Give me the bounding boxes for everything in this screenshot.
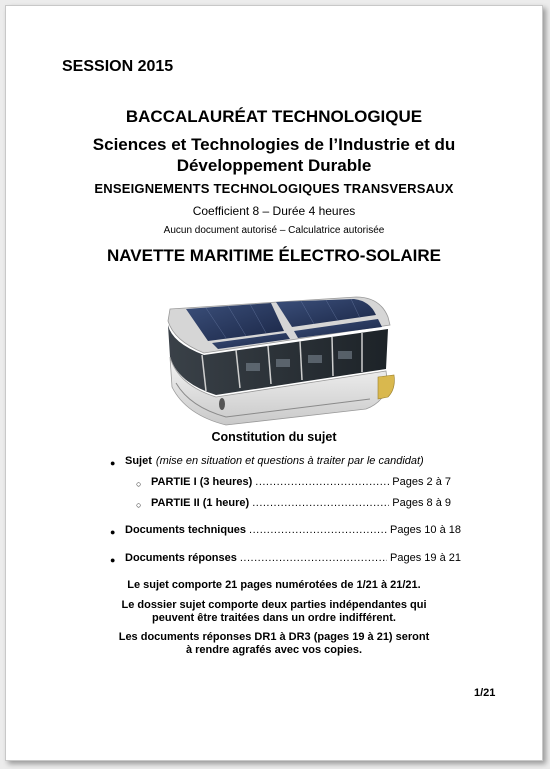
session-label: SESSION 2015 <box>62 58 174 75</box>
coefficient-duration: Coefficient 8 – Durée 4 heures <box>192 204 356 218</box>
subject-title: ENSEIGNEMENTS TECHNOLOGIQUES TRANSVERSAUX <box>94 181 454 196</box>
series-title-line-2: Développement Durable <box>176 156 372 175</box>
part-1-line <box>151 476 451 488</box>
part-2-line <box>151 497 451 509</box>
sujet-description: (mise en situation et questions à traiter par le candidat) <box>155 455 424 467</box>
circle-bullet-icon: ○ <box>136 479 142 489</box>
bullet-dot-icon: ● <box>110 527 116 537</box>
technical-docs-pages: Pages 10 à 18 <box>390 524 461 536</box>
part-2-label: PARTIE II (1 heure) <box>151 497 250 509</box>
answer-docs-line <box>125 552 461 564</box>
part-2-pages: Pages 8 à 9 <box>392 497 451 509</box>
answer-docs-note-line-2: à rendre agrafés avec vos copies. <box>185 644 363 656</box>
independent-parts-note-line-2: peuvent être traitées dans un ordre indifférent. <box>152 612 396 624</box>
bullet-dot-icon: ● <box>110 555 116 565</box>
leader-dots <box>249 524 387 536</box>
independent-parts-note <box>6 599 542 625</box>
page-number: 1/21 <box>474 687 496 699</box>
part-1-label: PARTIE I (3 heures) <box>151 476 253 488</box>
part-1-pages: Pages 2 à 7 <box>392 476 451 488</box>
leader-dots <box>240 552 387 564</box>
exam-title: BACCALAURÉAT TECHNOLOGIQUE <box>125 107 423 126</box>
solar-shuttle-boat-illustration <box>156 291 396 431</box>
document-title: NAVETTE MARITIME ÉLECTRO-SOLAIRE <box>106 246 441 265</box>
independent-parts-note-line-1: Le dossier sujet comporte deux parties indépendantes qui <box>121 599 427 611</box>
leader-dots <box>255 476 389 488</box>
exam-rules: Aucun document autorisé – Calculatrice autorisée <box>163 225 385 236</box>
constitution-title: Constitution du sujet <box>211 430 337 444</box>
sujet-line <box>125 455 445 467</box>
sujet-label: Sujet <box>125 455 152 467</box>
circle-bullet-icon: ○ <box>136 500 142 510</box>
answer-docs-note-line-1: Les documents réponses DR1 à DR3 (pages 19 à 21) seront <box>118 631 430 643</box>
series-title <box>6 134 542 176</box>
answer-docs-note <box>6 631 542 657</box>
answer-docs-pages: Pages 19 à 21 <box>390 552 461 564</box>
technical-docs-line <box>125 524 461 536</box>
page-count-note: Le sujet comporte 21 pages numérotées de 1/21 à 21/21. <box>127 579 421 591</box>
answer-docs-label: Documents réponses <box>125 552 237 564</box>
exam-cover-page <box>5 5 543 761</box>
leader-dots <box>252 497 389 509</box>
technical-docs-label: Documents techniques <box>125 524 247 536</box>
series-title-line-1: Sciences et Technologies de l’Industrie et du <box>92 135 456 154</box>
bullet-dot-icon: ● <box>110 458 116 468</box>
